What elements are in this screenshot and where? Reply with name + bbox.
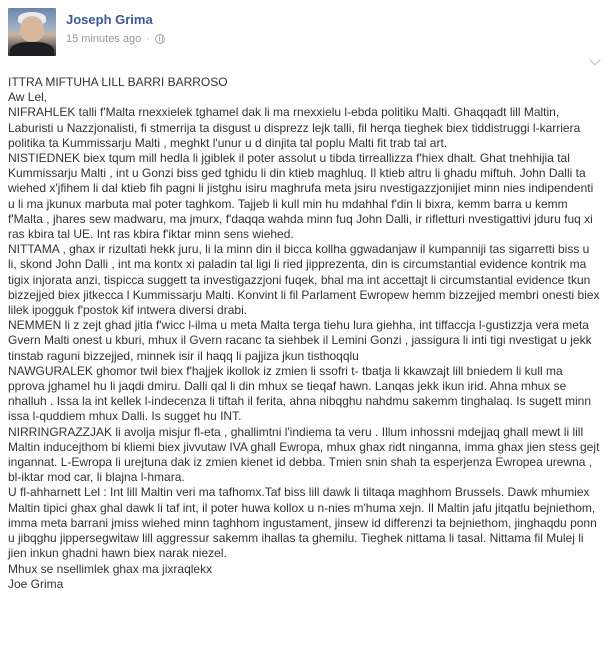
post-paragraph: NIRRINGRAZZJAK li avolja misjur fl-eta , ghallimtni l'indiema ta veru . Illum inhossni mdejjaq ghall mewt li lill Maltin inducejthom bi kliemi biex jivvutaw IVA ghall Ewropa, mhux ghax ridt ninganna, imma ghax jien stess gejt ingannat. L-Ewropa li urejtuna dak iz zmien kienet id debba. Tmien snin shah ta esperjenza Ewropea urewna , bl-iktar mod car, li blajna l-hmara. (8, 424, 600, 485)
post-meta (66, 33, 165, 45)
avatar-face (20, 16, 44, 42)
post-paragraph: NEMMEN li z zejt ghad jitla f'wicc l-ilma u meta Malta terga tiehu lura giehha, int tiffaccja l-gustizzja vera meta Gvern Malti onest u kburi, mhux il Gvern racanc ta siehbek il Lemini Gonzi , jassigura li inti tigi nvestigat u jekk tinstab raguni bizzejjed, minnek isir il haqq li pajjiza jkun tisthoqqlu (8, 318, 592, 363)
post-greeting: Aw Lel, (8, 90, 48, 105)
post-signature: Joe Grima (8, 576, 64, 591)
post-heading: ITTRA MIFTUHA LILL BARRI BARROSO (8, 75, 228, 89)
post-paragraph: NITTAMA , ghax ir rizultati hekk juru, li la minn din il bicca kollha ggwadanjaw il kumpanniji tas sigarretti biss u li, skond John Dalli , int ma kontx xi paladin tal ligi li ried jipprezenta, din is circumstantial evidence kontrik ma tigix injorata anzi, tispicca suggett ta investigazzjoni fuqek, bhal ma int accettajt li circumstantial evidence tkun bizzejjed biex jitkecca l Kummissarju Malti. Konvint li fil Parlament Ewropew hemm bizzejjed membri onesti biex lilek ipogguk f'postok kif intwera diversi drabi. (8, 242, 600, 318)
avatar-coat (10, 42, 54, 56)
post-paragraph: NIFRAHLEK talli f'Malta rnexxielek tghamel dak li ma rnexxielu l-ebda politiku Malti. Ghaqqadt lill Maltin, Laburisti u Nazzjonalisti, fi stmerrija ta disgust u disprezz lejk talli, fil herqa tieghek biex tiddistruggi l-karriera politika ta Kummissarju Malti , meghkt l'unur u d dinjita tal poplu Malti fit trab tal art. (8, 105, 581, 150)
post-timestamp[interactable]: 15 minutes ago (66, 33, 142, 45)
post-body (8, 75, 600, 592)
profile-avatar[interactable] (8, 8, 56, 56)
meta-separator: · (146, 33, 150, 45)
post-paragraph: NISTIEDNEK biex tqum mill hedla li jgiblek il poter assolut u tibda tirreallizza f'hiex dhalt. Ghat tnehhijia tal Kummissarju Malti , int u Gonzi biss ged tghidu li din ktieb maghluq. Il ktieb altru li ghadu miftuh. John Dalli ta wiehed x'jfihem li dal ktieb fih pagni li jistghu isiru maghrufa meta jsiru nvestigazzjonijiet minn nies indipendenti u li ma jkunux marbuta mal poter taghkom. Tajjeb li kull min hu mdahhal f'din li bixra, kemm barra u kemm f'Malta , jhares sew madwaru, ma jmurx, f'daqqa wahda minn fuq John Dalli, ir rifletturi nvestigattivi jduru fuq xi ras kbira tal UE. Int ras kbira f'iktar minn sens wiehed. (8, 151, 594, 242)
globe-icon[interactable] (155, 34, 165, 44)
author-name-link[interactable]: Joseph Grima (66, 12, 153, 27)
post-paragraph: U fl-ahharnett Lel : Int lill Maltin veri ma tafhomx.Taf biss lill dawk li tiltaqa maghhom Brussels. Dawk mhumiex Maltin tipici ghax ghal dawk li taf int, il poter huwa kollox u n-nies m'huma xejn. Il Maltin jafu jitqatlu bejniethom, imma meta barrani jmiss wiehed minn taghhom ingustament, jinsew id differenzi ta bejniethom, jinghaqdu ponn u jibqghu jippersegwitaw lill aggressur sakemm ihallas ta ghemilu. Tieghek nittama li tasal. Nittama fil Mulej li jien inkun ghadni hawn biex narak niezel. (8, 485, 597, 561)
post-paragraph: NAWGURALEK ghomor twil biex f'hajjek ikollok iz zmien li ssofri t- tbatja li kkawzajt lill bniedem li kull ma pprova jghamel hu li jaqdi dmiru. Dalli qal li din mhux se tieqaf hawn. Lanqas jekk ikun irid. Ahna mhux se nhalluh . Issa la int kellek l-indecenza li tiftah il ferita, ahna nibqghu nahdmu sakemm tinghalaq. Is sugett minn issa l-quddiem mhux Dalli. Is sugget hu INT. (8, 363, 591, 424)
post-closing: Mhux se nsellimlek ghax ma jixraqlekx (8, 561, 213, 576)
chevron-down-icon[interactable] (589, 54, 600, 65)
